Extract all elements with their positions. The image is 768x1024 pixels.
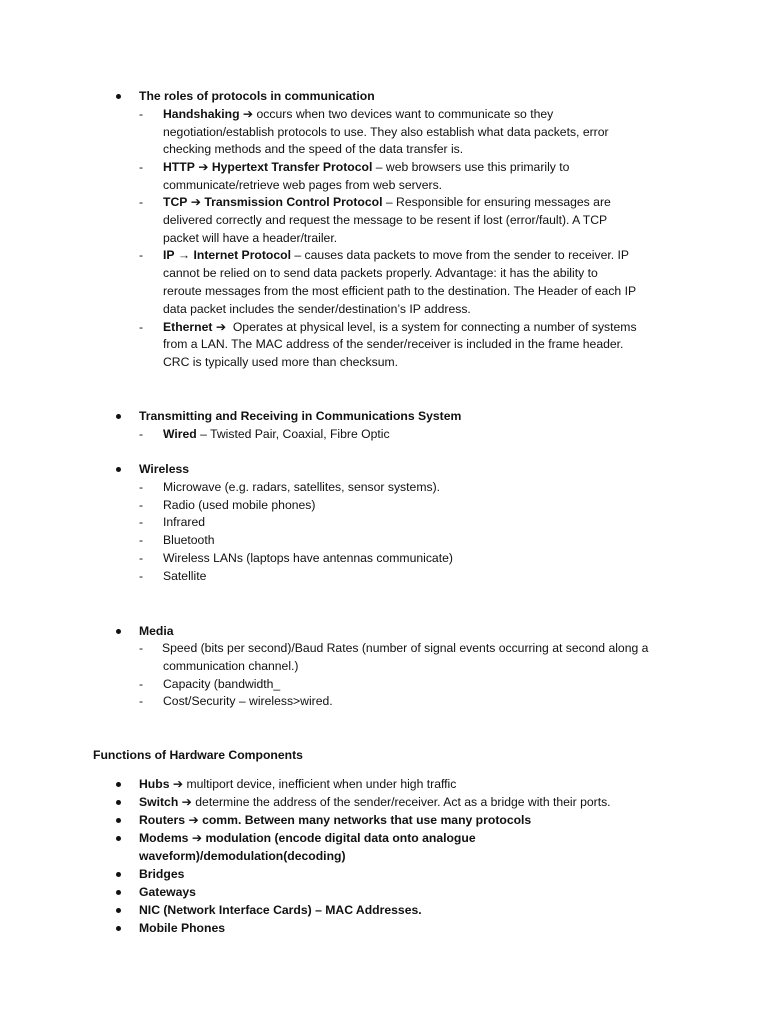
item-switch: Switch ➔ determine the address of the sender/receiver. Act as a bridge with their ports.	[139, 795, 611, 809]
item-gateways: Gateways	[139, 885, 196, 899]
arrow-icon: ➔	[198, 160, 209, 174]
list-item: Infrared	[163, 515, 206, 529]
dash: -	[139, 195, 144, 209]
arrow-icon: ➔	[181, 795, 192, 809]
dash: -	[139, 641, 144, 655]
dash: -	[139, 107, 144, 121]
list-item: Microwave (e.g. radars, satellites, sensor systems).	[163, 480, 441, 494]
dash: -	[139, 551, 144, 565]
section-title-wireless: Wireless	[139, 462, 190, 476]
item-text-line: reroute messages from the most efficient path to the destination. The Header of each IP	[163, 284, 637, 298]
item-text-line: cannot be relied on to send data packets properly. Advantage: it has the ability to	[163, 266, 598, 280]
item-mobile-phones: Mobile Phones	[139, 921, 225, 935]
heading-hardware: Functions of Hardware Components	[93, 748, 303, 762]
dash: -	[139, 160, 144, 174]
bullet	[116, 414, 121, 419]
item-handshaking: Handshaking ➔ occurs when two devices want to communicate so they	[163, 107, 554, 121]
bullet	[116, 836, 121, 841]
list-item: Cost/Security – wireless>wired.	[163, 694, 333, 708]
item-hubs: Hubs ➔ multiport device, inefficient when under high traffic	[139, 777, 457, 791]
item-routers: Routers ➔ comm. Between many networks that use many protocols	[139, 813, 532, 827]
item-nic: NIC (Network Interface Cards) – MAC Addresses.	[139, 903, 422, 917]
item-modems: Modems ➔ modulation (encode digital data onto analogue	[139, 831, 476, 845]
list-item: Wireless LANs (laptops have antennas communicate)	[163, 551, 453, 565]
dash: -	[139, 320, 144, 334]
item-tcp: TCP ➔ Transmission Control Protocol – Responsible for ensuring messages are	[163, 195, 611, 209]
section-title-transmitting: Transmitting and Receiving in Communications System	[139, 409, 462, 423]
dash: -	[139, 427, 144, 441]
section-title-media: Media	[139, 624, 174, 638]
item-ethernet: Ethernet ➔ Operates at physical level, is a system for connecting a number of systems	[163, 320, 637, 334]
bullet	[116, 818, 121, 823]
list-item: Bluetooth	[163, 533, 215, 547]
bullet	[116, 800, 121, 805]
item-http: HTTP ➔ Hypertext Transfer Protocol – web browsers use this primarily to	[163, 160, 570, 174]
item-text-line: checking methods and the speed of the data transfer is.	[163, 142, 464, 156]
list-item: Speed (bits per second)/Baud Rates (number of signal events occurring at second along a	[162, 641, 649, 655]
bullet	[116, 926, 121, 931]
bullet	[116, 782, 121, 787]
item-ip: IP → Internet Protocol – causes data packets to move from the sender to receiver. IP	[163, 248, 630, 262]
dash: -	[139, 248, 144, 262]
section-title-protocols: The roles of protocols in communication	[139, 89, 375, 103]
item-text-line: negotiation/establish protocols to use. They also establish what data packets, error	[163, 125, 609, 139]
item-text-line: waveform)/demodulation(decoding)	[139, 849, 346, 863]
item-text-line: from a LAN. The MAC address of the sender/receiver is included in the frame header.	[163, 337, 624, 351]
item-wired: Wired – Twisted Pair, Coaxial, Fibre Optic	[163, 427, 390, 441]
arrow-icon: ➔	[188, 813, 199, 827]
arrow-icon: ➔	[190, 195, 201, 209]
list-item: Radio (used mobile phones)	[163, 498, 316, 512]
dash: -	[139, 569, 144, 583]
arrow-icon: ➔	[172, 777, 184, 791]
bullet	[116, 467, 121, 472]
bullet	[116, 872, 121, 877]
dash: -	[139, 515, 144, 529]
item-text-line: CRC is typically used more than checksum.	[163, 355, 399, 369]
dash: -	[139, 480, 144, 494]
item-text-line: packet will have a header/trailer.	[163, 231, 338, 245]
arrow-icon: ➔	[215, 320, 227, 334]
dash: -	[139, 498, 144, 512]
list-item: Capacity (bandwidth_	[163, 677, 281, 691]
list-item: Satellite	[163, 569, 207, 583]
item-text-line: data packet includes the sender/destination’s IP address.	[163, 302, 471, 316]
item-text-line: communication channel.)	[163, 659, 299, 673]
dash: -	[139, 533, 144, 547]
arrow-icon: ➔	[191, 831, 203, 845]
bullet	[116, 94, 121, 99]
bullet	[116, 890, 121, 895]
item-text-line: communicate/retrieve web pages from web servers.	[163, 178, 443, 192]
item-text-line: delivered correctly and request the message to be resent if lost (error/fault). A TCP	[163, 213, 608, 227]
dash: -	[139, 694, 144, 708]
arrow-icon: ➔	[242, 107, 254, 121]
arrow-icon: →	[177, 248, 191, 262]
item-bridges: Bridges	[139, 867, 185, 881]
dash: -	[139, 677, 144, 691]
bullet	[116, 629, 121, 634]
bullet	[116, 908, 121, 913]
